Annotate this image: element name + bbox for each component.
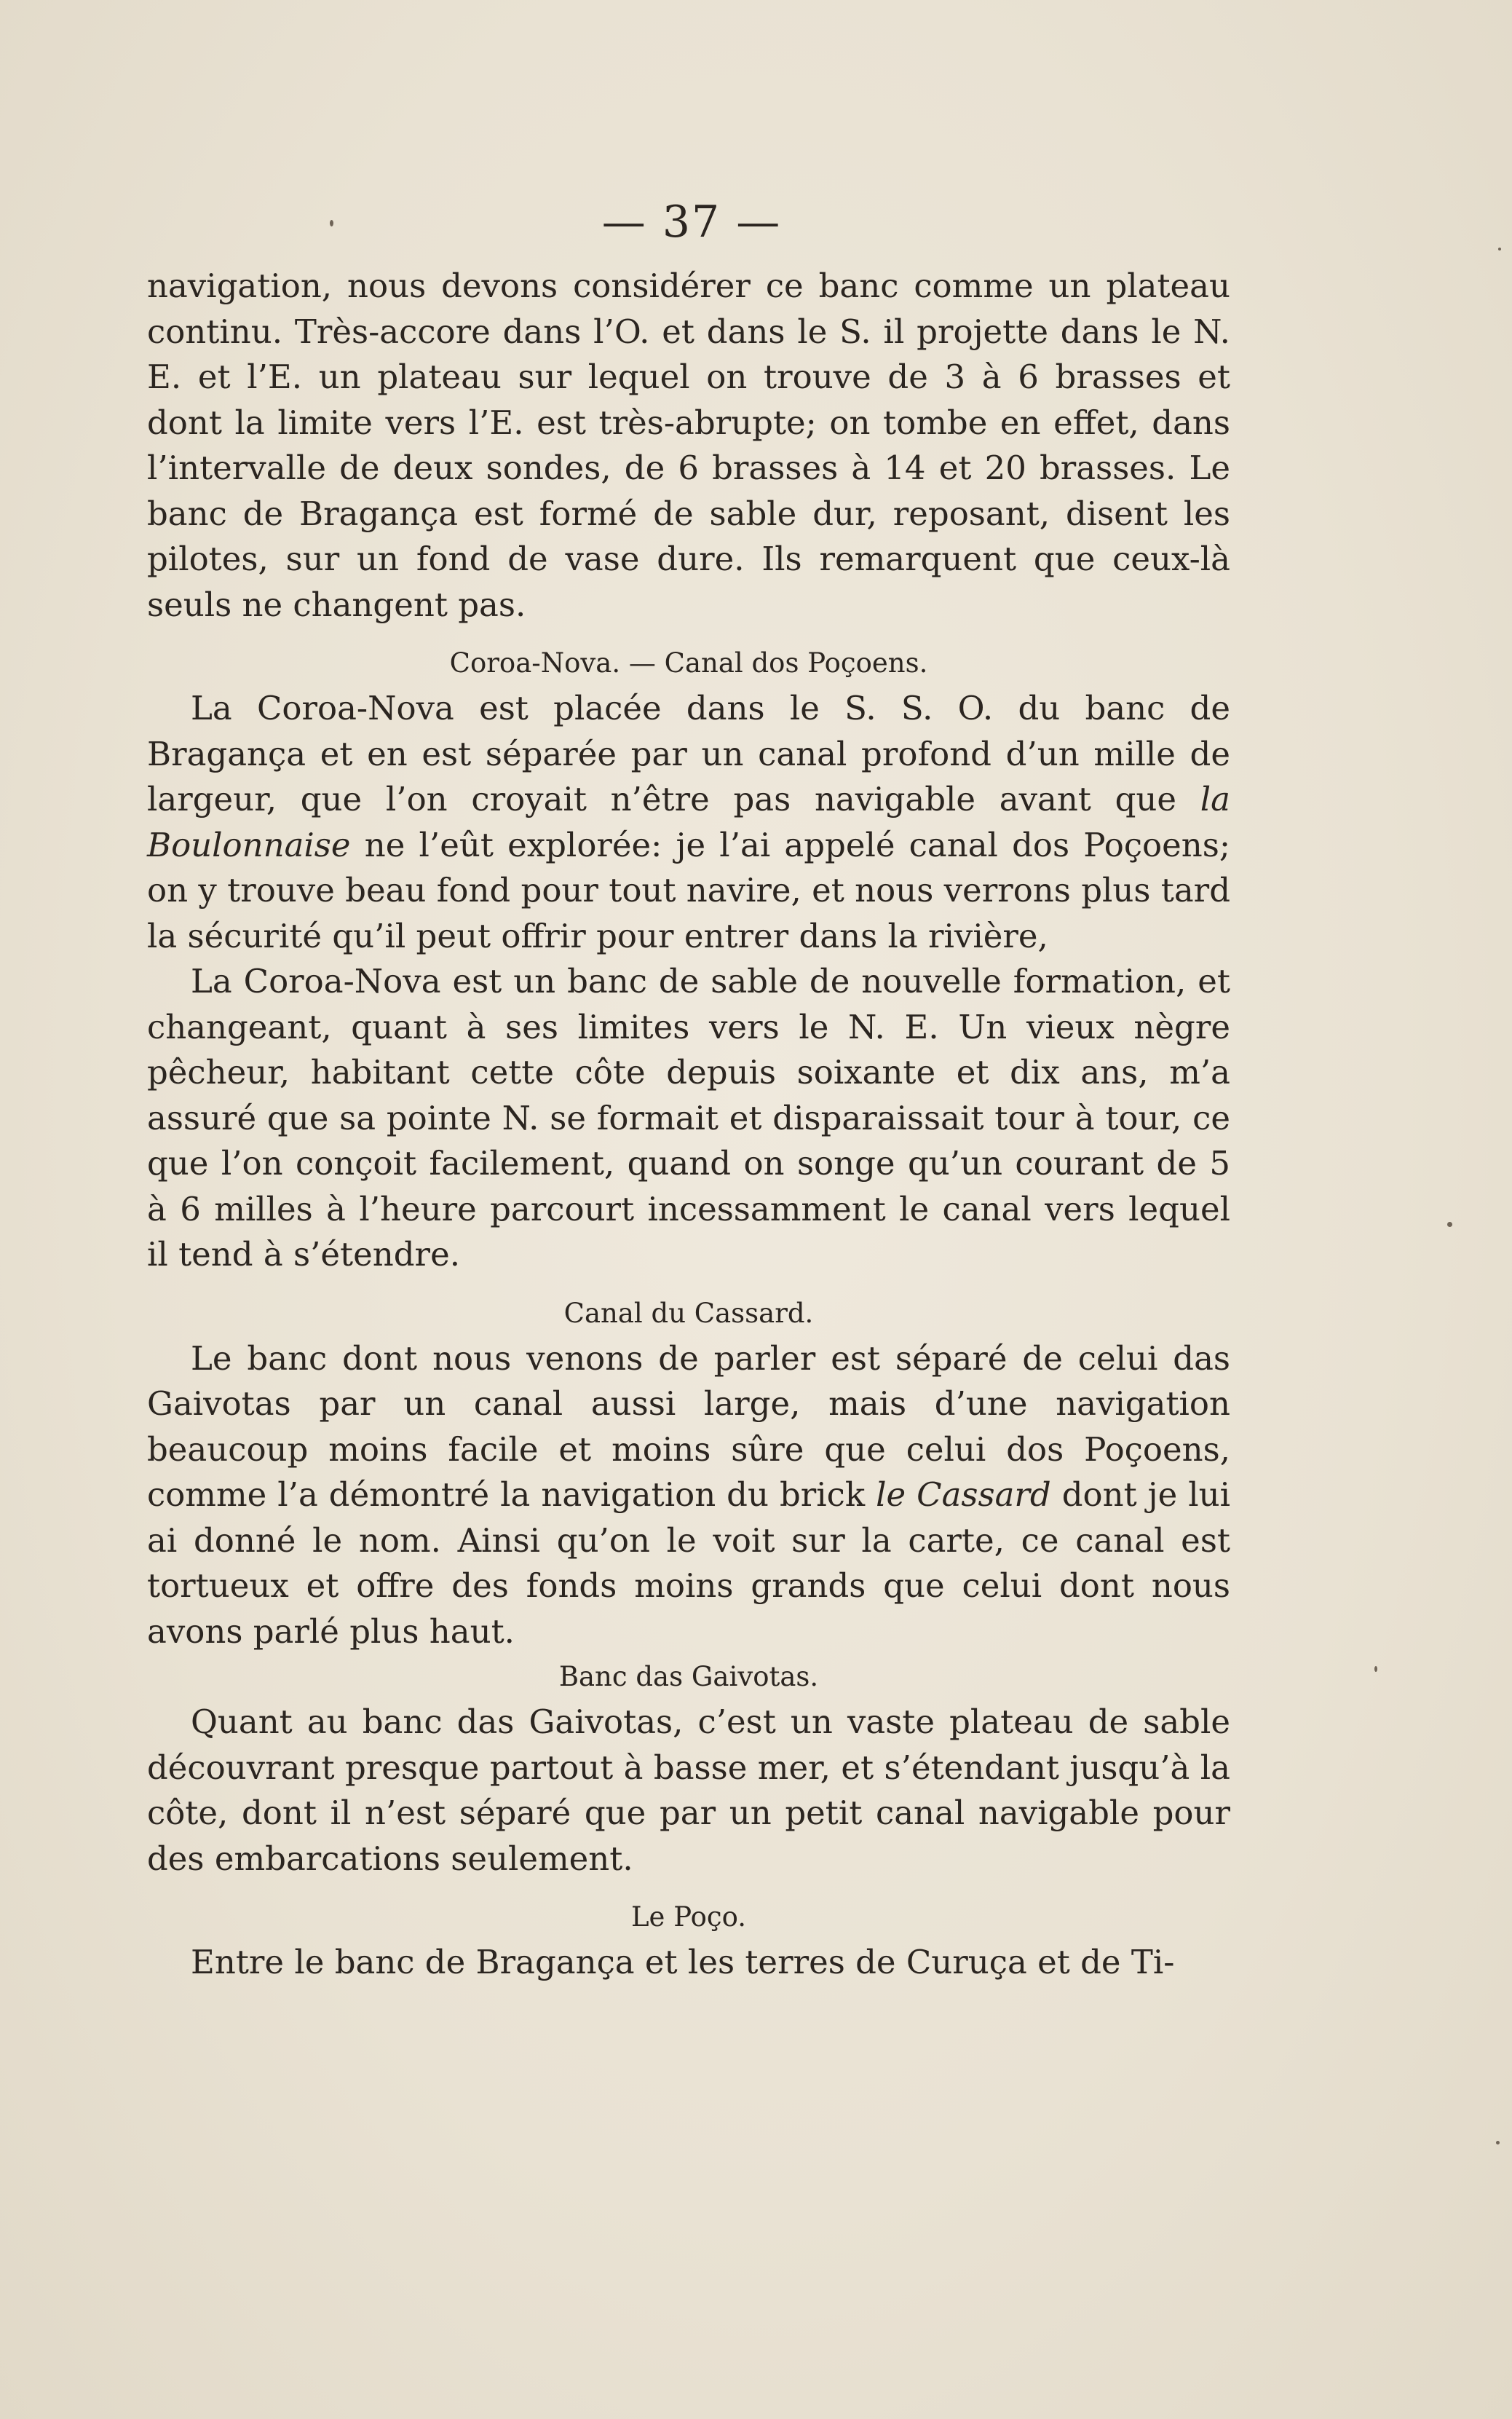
paragraph-text: Le banc dont nous venons de parler est séparé de celui das Gaivotas par un canal aussi large, mais d’une navigation beaucoup moins facile et moins sûre que celui dos Poçoens, comme l’a démontré la navigation du brick — [147, 1338, 1230, 1514]
ink-speck — [1374, 1666, 1377, 1672]
paragraph-text: dont je lui ai donné le nom. Ainsi qu’on le voit sur la carte, ce canal est tortueux et offre des fonds moins grands que celui dont nous avons parlé plus haut. — [147, 1475, 1231, 1651]
paragraph-navigation: navigation, nous devons considérer ce banc comme un plateau continu. Très-accore dans l’O. et dans le S. il projette dans le N. E. et l’E. un plateau sur lequel on trouve de 3 à 6 brasses et dont la limite vers l’E. est très-abrupte; on tombe en effet, dans l’intervalle de deux sondes, de 6 brasses à 14 et 20 brasses. Le banc de Bragança est formé de sable dur, reposant, disent les pilotes, sur un fond de vase dure. Ils remarquent que ceux-là seuls ne changent pas. — [147, 267, 1230, 624]
paragraph-canal-du-cassard — [147, 1336, 1230, 1655]
body-text — [147, 264, 1230, 1986]
paragraph-text: La Coroa-Nova est placée dans le S. S. O. du banc de Bragança et en est séparée par un canal profond d’un mille de largeur, que l’on croyait n’être pas navigable avant que — [147, 689, 1230, 818]
ink-speck — [1496, 2141, 1500, 2144]
ink-speck — [1498, 248, 1501, 250]
ship-name-italic: le Cassard — [876, 1475, 1051, 1514]
section-heading-banc-das-gaivotas: Banc das Gaivotas. — [558, 1661, 819, 1692]
ship-name-italic: la Boulonnaise — [147, 780, 1230, 864]
section-heading-le-poco: Le Poço. — [630, 1901, 746, 1933]
paragraph-coroa-nova — [147, 686, 1230, 959]
ink-speck — [1447, 1222, 1452, 1227]
page-number: — 37 — — [601, 197, 782, 248]
paragraph-text: ne l’eût explorée: je l’ai appelé canal dos Poçoens; on y trouve beau fond pour tout navire, et nous verrons plus tard la sécurité qu’il peut offrir pour entrer dans la rivière, — [147, 825, 1230, 955]
paragraph-banc-das-gaivotas: Quant au banc das Gaivotas, c’est un vaste plateau de sable découvrant presque partout à basse mer, et s’étendant jusqu’à la côte, dont il n’est séparé que par un petit canal navigable pour des embarcations seulement. — [147, 1702, 1230, 1878]
paragraph-coroa-nova-formation: La Coroa-Nova est un banc de sable de nouvelle formation, et changeant, quant à ses limites vers le N. E. Un vieux nègre pêcheur, habitant cette côte depuis soixante et dix ans, m’a assuré que sa pointe N. se formait et disparaissait tour à tour, ce que l’on conçoit facilement, quand on songe qu’un courant de 5 à 6 milles à l’heure parcourt incessamment le canal vers lequel il tend à s’étendre. — [147, 962, 1230, 1274]
section-heading-canal-du-cassard: Canal du Cassard. — [563, 1297, 814, 1329]
section-heading-coroa-nova: Coroa-Nova. — Canal dos Poçoens. — [449, 647, 928, 679]
paragraph-le-poco: Entre le banc de Bragança et les terres de Curuça et de Ti- — [191, 1943, 1175, 1981]
